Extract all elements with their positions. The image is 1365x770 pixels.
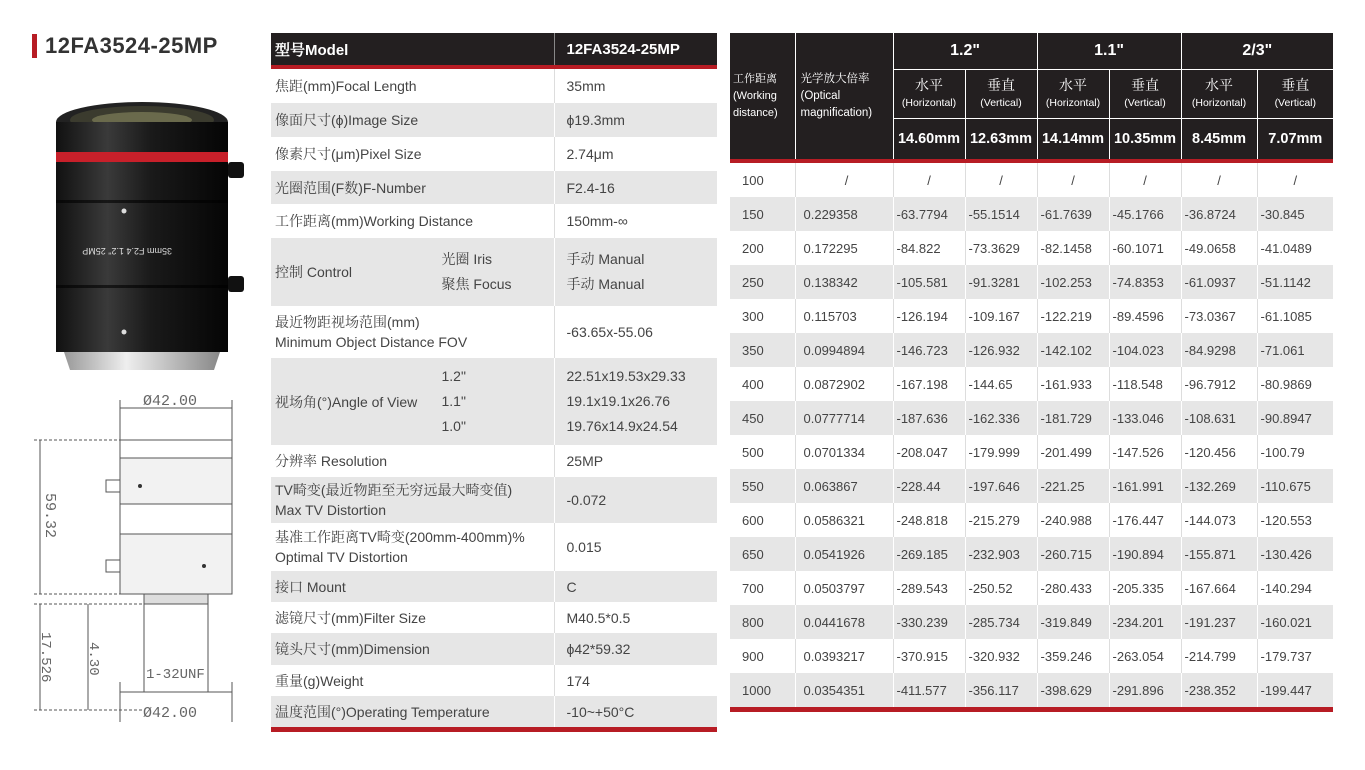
fov-cell: -105.581: [893, 265, 965, 299]
fov-cell: -122.219: [1037, 299, 1109, 333]
magnification-header: [795, 33, 893, 159]
spec-row: [271, 103, 717, 137]
fov-cell: -356.117: [965, 673, 1037, 707]
dir-v-cn: 垂直: [1131, 77, 1160, 93]
fov-cell: -133.046: [1109, 401, 1181, 435]
spec-row: [271, 602, 717, 633]
fov-cell: -132.269: [1181, 469, 1257, 503]
aov-size: 1.2": [441, 368, 466, 384]
fov-cell: -191.237: [1181, 605, 1257, 639]
working-distance-cell: 350: [730, 333, 795, 367]
fov-cell: -161.933: [1037, 367, 1109, 401]
spec-header-label: 型号Model: [271, 33, 554, 65]
fov-cell: -176.447: [1109, 503, 1181, 537]
table-row: [730, 503, 1333, 537]
aov-value: 19.76x14.9x24.54: [566, 418, 678, 434]
fov-cell: -197.646: [965, 469, 1037, 503]
magnification-cell: 0.0777714: [795, 401, 893, 435]
magnification-cell: 0.0503797: [795, 571, 893, 605]
working-distance-cell: 500: [742, 444, 764, 460]
fov-cell: -61.7639: [1037, 197, 1109, 231]
spec-value: 150mm-∞: [554, 204, 717, 238]
fov-cell: -179.999: [965, 435, 1037, 469]
table-row: [730, 163, 1333, 197]
table-row: [730, 401, 1333, 435]
fov-cell: -60.1071: [1109, 231, 1181, 265]
fov-cell: -61.0937: [1181, 265, 1257, 299]
fov-cell: -221.25: [1037, 469, 1109, 503]
fov-cell: -263.054: [1109, 639, 1181, 673]
working-distance-cell: 800: [730, 605, 795, 639]
fov-body: [730, 163, 1333, 707]
fov-cell: -291.896: [1109, 673, 1181, 707]
fov-cell: -205.335: [1109, 571, 1181, 605]
dir-h-cn: 水平: [915, 77, 943, 93]
spec-value: M40.5*0.5: [554, 602, 717, 633]
spec-header: [271, 33, 717, 65]
dir-v-cn: 垂直: [987, 77, 1015, 93]
spec-label: TV畸变(最近物距至无穷远最大畸变值): [275, 482, 513, 498]
spec-value: 174: [554, 665, 717, 696]
spec-label: 视场角(°)Angle of View: [275, 393, 418, 410]
fov-cell: -126.194: [893, 299, 965, 333]
fov-cell: -160.021: [1257, 605, 1333, 639]
fov-cell: -73.3629: [965, 231, 1037, 265]
sensor-mm: 7.07mm: [1257, 119, 1333, 160]
fov-cell: -234.201: [1109, 605, 1181, 639]
iris-label: 光圈 Iris: [441, 251, 493, 267]
table-row: [730, 435, 1333, 469]
wd-label-cn: 工作距离: [733, 72, 777, 85]
spec-row-tv-distortion: [271, 477, 717, 523]
working-distance-cell: 400: [742, 376, 764, 392]
fov-table: [730, 33, 1333, 712]
dir-vertical: [1109, 70, 1181, 119]
fov-cell: -320.932: [965, 639, 1037, 673]
magnification-cell: 0.0994894: [795, 333, 893, 367]
om-label-cn: 光学放大倍率: [800, 72, 870, 85]
spec-row: [271, 696, 717, 727]
table-row: [730, 469, 1333, 503]
fov-cell: /: [893, 163, 965, 197]
working-distance-cell: 300: [742, 308, 764, 324]
spec-row-aov: [271, 358, 717, 445]
dir-h-cn: 水平: [1205, 77, 1234, 93]
fov-cell: -167.664: [1181, 571, 1257, 605]
lens-marking-text: 35mm F2.4 1.2" 25MP: [82, 246, 172, 256]
spec-label: 像素尺寸(μm)Pixel Size: [271, 137, 554, 171]
fov-cell: -84.9298: [1181, 333, 1257, 367]
fov-cell: /: [1181, 163, 1257, 197]
dir-v-cn: 垂直: [1281, 77, 1310, 93]
dir-h-en: (Horizontal): [1191, 97, 1247, 109]
magnification-cell: 0.0354351: [795, 673, 893, 707]
fov-cell: -120.553: [1257, 503, 1333, 537]
spec-row: [271, 204, 717, 238]
spec-value: 2.74μm: [554, 137, 717, 171]
spec-table: [271, 33, 717, 732]
fov-cell: -120.456: [1181, 435, 1257, 469]
working-distance-cell: 900: [742, 648, 764, 664]
fov-cell: -126.932: [965, 333, 1037, 367]
working-distance-header: [730, 33, 795, 159]
fov-cell: -109.167: [965, 299, 1037, 333]
fov-cell: -155.871: [1181, 537, 1257, 571]
spec-value: -63.65x-55.06: [554, 306, 717, 358]
dir-h-cn: 水平: [1059, 77, 1088, 93]
working-distance-cell: 450: [730, 401, 795, 435]
fov-cell: -104.023: [1109, 333, 1181, 367]
fov-cell: -91.3281: [965, 265, 1037, 299]
fov-cell: -289.543: [893, 571, 965, 605]
spec-value: F2.4-16: [554, 171, 717, 204]
om-label-en1: (Optical: [800, 89, 841, 102]
spec-label: 温度范围(°)Operating Temperature: [271, 696, 554, 727]
spec-label-en: Max TV Distortion: [275, 502, 386, 518]
fov-cell: -250.52: [965, 571, 1037, 605]
fov-cell: -144.073: [1181, 503, 1257, 537]
spec-row-opt-distortion: [271, 523, 717, 571]
magnification-cell: 0.0541926: [795, 537, 893, 571]
spec-label: 工作距离(mm)Working Distance: [271, 204, 554, 238]
sensor-mm: 8.45mm: [1181, 119, 1257, 160]
fov-cell: -102.253: [1037, 265, 1109, 299]
dim-height: 59.32: [41, 493, 58, 539]
dir-horizontal: [893, 70, 965, 119]
table-row: [730, 571, 1333, 605]
spec-value: 35mm: [554, 69, 717, 103]
dimension-drawing: [28, 392, 258, 722]
fov-cell: -41.0489: [1257, 231, 1333, 265]
fov-cell: -144.65: [965, 367, 1037, 401]
fov-cell: -330.239: [893, 605, 965, 639]
dim-a: 4.30: [85, 642, 101, 676]
spec-label-en: Optimal TV Distortion: [275, 549, 408, 565]
fov-cell: /: [1037, 163, 1109, 197]
wd-label-en1: (Working: [733, 89, 777, 102]
aov-size: 1.1": [441, 393, 466, 409]
fov-cell: -269.185: [893, 537, 965, 571]
magnification-cell: 0.0586321: [795, 503, 893, 537]
fov-cell: -45.1766: [1109, 197, 1181, 231]
fov-cell: -90.8947: [1257, 401, 1333, 435]
fov-cell: /: [1109, 163, 1181, 197]
fov-cell: -118.548: [1109, 367, 1181, 401]
fov-cell: -89.4596: [1109, 299, 1181, 333]
spec-row: [271, 69, 717, 103]
spec-value: -10~+50°C: [554, 696, 717, 727]
spec-label: 基准工作距离TV畸变(200mm-400mm)%: [275, 529, 525, 545]
table-row: [730, 673, 1333, 707]
table-row: [730, 197, 1333, 231]
spec-header-value: 12FA3524-25MP: [554, 33, 717, 65]
fov-cell: -248.818: [893, 503, 965, 537]
spec-row: [271, 445, 717, 477]
working-distance-cell: 700: [742, 580, 764, 596]
fov-cell: /: [965, 163, 1037, 197]
fov-cell: -108.631: [1181, 401, 1257, 435]
dir-horizontal: [1037, 70, 1109, 119]
fov-cell: -240.988: [1037, 503, 1109, 537]
spec-label: 光圈范围(F数)F-Number: [271, 171, 554, 204]
magnification-cell: 0.229358: [795, 197, 893, 231]
magnification-cell: 0.063867: [795, 469, 893, 503]
sensor-mm: 14.60mm: [893, 119, 965, 160]
fov-cell: -181.729: [1037, 401, 1109, 435]
fov-cell: -238.352: [1181, 673, 1257, 707]
fov-cell: -411.577: [893, 673, 965, 707]
fov-cell: -215.279: [965, 503, 1037, 537]
sensor-mm: 14.14mm: [1037, 119, 1109, 160]
fov-cell: -201.499: [1037, 435, 1109, 469]
fov-cell: -208.047: [893, 435, 965, 469]
fov-cell: -370.915: [893, 639, 965, 673]
spec-row: [271, 633, 717, 665]
fov-cell: -63.7794: [893, 197, 965, 231]
fov-cell: -49.0658: [1181, 231, 1257, 265]
spec-row-mod-fov: [271, 306, 717, 358]
sensor-mm: 10.35mm: [1109, 119, 1181, 160]
fov-cell: -84.822: [893, 231, 965, 265]
aov-value: 19.1x19.1x26.76: [566, 393, 671, 409]
fov-cell: -319.849: [1037, 605, 1109, 639]
working-distance-cell: 100: [742, 172, 764, 188]
sensor-size-header: 1.1": [1037, 33, 1181, 70]
fov-cell: -30.845: [1257, 197, 1333, 231]
fov-cell: -80.9869: [1257, 367, 1333, 401]
fov-cell: -398.629: [1037, 673, 1109, 707]
table-row: [730, 231, 1333, 265]
om-label-en2: magnification): [800, 106, 873, 119]
fov-cell: -167.198: [893, 367, 965, 401]
iris-value: 手动 Manual: [566, 251, 645, 267]
table-row: [730, 639, 1333, 673]
spec-label: 重量(g)Weight: [271, 665, 554, 696]
aov-size: 1.0": [441, 418, 466, 434]
fov-cell: -260.715: [1037, 537, 1109, 571]
dir-vertical: [1257, 70, 1333, 119]
dim-bottom-diameter: Ø42.00: [143, 705, 198, 722]
working-distance-cell: 150: [730, 197, 795, 231]
dir-v-en: (Vertical): [1124, 97, 1166, 109]
table-row: [730, 537, 1333, 571]
spec-value: C: [554, 571, 717, 602]
magnification-cell: 0.0441678: [795, 605, 893, 639]
fov-cell: -190.894: [1109, 537, 1181, 571]
spec-label: 最近物距视场范围(mm): [275, 314, 420, 330]
spec-value: 25MP: [554, 445, 717, 477]
fov-cell: -110.675: [1257, 469, 1333, 503]
fov-cell: -359.246: [1037, 639, 1109, 673]
model-title: 12FA3524-25MP: [45, 33, 218, 58]
spec-value: ϕ42*59.32: [554, 633, 717, 665]
spec-row: [271, 137, 717, 171]
magnification-cell: 0.138342: [795, 265, 893, 299]
dir-h-en: (Horizontal): [1045, 97, 1101, 109]
magnification-cell: 0.0872902: [795, 367, 893, 401]
lens-illustration: [52, 80, 252, 380]
magnification-cell: /: [795, 163, 893, 197]
fov-cell: -71.061: [1257, 333, 1333, 367]
spec-label: 滤镜尺寸(mm)Filter Size: [271, 602, 554, 633]
spec-label: 控制 Control: [275, 264, 353, 280]
spec-row: [271, 171, 717, 204]
fov-cell: -142.102: [1037, 333, 1109, 367]
working-distance-cell: 600: [742, 512, 764, 528]
fov-cell: -140.294: [1257, 571, 1333, 605]
spec-label: 焦距(mm)Focal Length: [271, 69, 554, 103]
fov-cell: -55.1514: [965, 197, 1037, 231]
spec-label: 分辨率 Resolution: [271, 445, 554, 477]
working-distance-cell: 250: [730, 265, 795, 299]
table-row: [730, 265, 1333, 299]
fov-cell: -147.526: [1109, 435, 1181, 469]
fov-cell: -161.991: [1109, 469, 1181, 503]
focus-label: 聚焦 Focus: [441, 276, 512, 292]
table-row: [730, 333, 1333, 367]
spec-row: [271, 665, 717, 696]
working-distance-cell: 550: [730, 469, 795, 503]
fov-cell: -36.8724: [1181, 197, 1257, 231]
spec-label-en: Minimum Object Distance FOV: [275, 334, 468, 350]
fov-cell: /: [1257, 163, 1333, 197]
fov-cell: -214.799: [1181, 639, 1257, 673]
dim-b: 17.526: [37, 632, 53, 683]
magnification-cell: 0.0701334: [795, 435, 893, 469]
spec-value: 0.015: [554, 523, 717, 571]
magnification-cell: 0.115703: [795, 299, 893, 333]
fov-cell: -100.79: [1257, 435, 1333, 469]
fov-cell: -285.734: [965, 605, 1037, 639]
fov-cell: -74.8353: [1109, 265, 1181, 299]
title-accent-bar: [32, 34, 37, 58]
table-row: [730, 605, 1333, 639]
dim-top-diameter: Ø42.00: [143, 393, 198, 410]
wd-label-en2: distance): [733, 106, 778, 119]
working-distance-cell: 200: [742, 240, 764, 256]
fov-cell: -232.903: [965, 537, 1037, 571]
fov-cell: -130.426: [1257, 537, 1333, 571]
fov-cell: -51.1142: [1257, 265, 1333, 299]
page-title: [32, 33, 218, 59]
spec-label: 像面尺寸(ϕ)Image Size: [271, 103, 554, 137]
spec-value: -0.072: [554, 477, 717, 523]
dir-v-en: (Vertical): [1274, 97, 1316, 109]
magnification-cell: 0.0393217: [795, 639, 893, 673]
spec-label: 镜头尺寸(mm)Dimension: [271, 633, 554, 665]
fov-size-header: [730, 33, 1333, 70]
spec-row-control: [271, 238, 717, 306]
dir-v-en: (Vertical): [980, 97, 1022, 109]
fov-cell: -96.7912: [1181, 367, 1257, 401]
fov-cell: -187.636: [893, 401, 965, 435]
focus-value: 手动 Manual: [566, 276, 645, 292]
fov-cell: -228.44: [893, 469, 965, 503]
fov-cell: -280.433: [1037, 571, 1109, 605]
spec-row: [271, 571, 717, 602]
working-distance-cell: 1000: [730, 673, 795, 707]
sensor-mm: 12.63mm: [965, 119, 1037, 160]
fov-cell: -73.0367: [1181, 299, 1257, 333]
fov-cell: -179.737: [1257, 639, 1333, 673]
spec-value: ϕ19.3mm: [554, 103, 717, 137]
dir-horizontal: [1181, 70, 1257, 119]
magnification-cell: 0.172295: [795, 231, 893, 265]
dir-vertical: [965, 70, 1037, 119]
working-distance-cell: 650: [730, 537, 795, 571]
sensor-size-header: 2/3": [1181, 33, 1333, 70]
dim-thread: 1-32UNF: [146, 667, 205, 683]
fov-cell: -61.1085: [1257, 299, 1333, 333]
sensor-size-header: 1.2": [893, 33, 1037, 70]
dir-h-en: (Horizontal): [901, 97, 957, 109]
spec-label: 接口 Mount: [271, 571, 554, 602]
table-row: [730, 367, 1333, 401]
fov-cell: -162.336: [965, 401, 1037, 435]
fov-cell: -199.447: [1257, 673, 1333, 707]
fov-cell: -146.723: [893, 333, 965, 367]
fov-cell: -82.1458: [1037, 231, 1109, 265]
table-row: [730, 299, 1333, 333]
aov-value: 22.51x19.53x29.33: [566, 368, 686, 384]
